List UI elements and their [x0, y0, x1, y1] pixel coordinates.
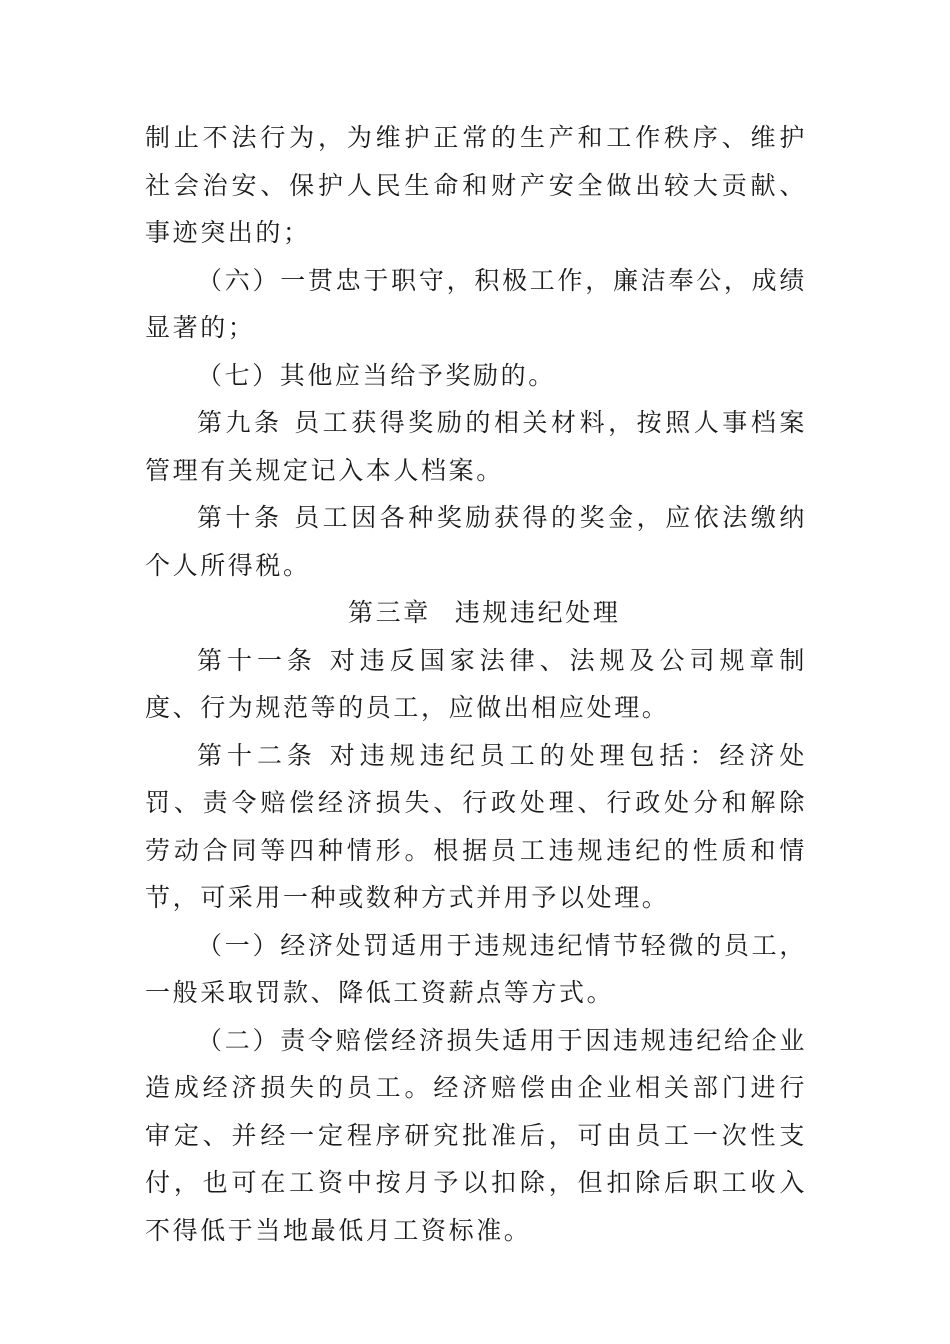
paragraph-article-12: 第十二条 对违规违纪员工的处理包括：经济处罚、责令赔偿经济损失、行政处理、行政处分和解除劳动合同等四种情形。根据员工违规违纪的性质和情节，可采用一种或数种方式并用予以处理。 — [145, 740, 807, 912]
paragraph-article-9: 第九条 员工获得奖励的相关材料，按照人事档案管理有关规定记入本人档案。 — [145, 408, 807, 485]
chapter-number: 第三章 — [348, 598, 431, 627]
paragraph-item-6: （六）一贯忠于职守，积极工作，廉洁奉公，成绩显著的； — [145, 265, 807, 342]
chapter-heading — [145, 589, 807, 637]
paragraph-article-10: 第十条 员工因各种奖励获得的奖金，应依法缴纳个人所得税。 — [145, 503, 807, 580]
document-body — [145, 114, 807, 1254]
paragraph-item-1: （一）经济处罚适用于违规违纪情节轻微的员工，一般采取罚款、降低工资薪点等方式。 — [145, 930, 807, 1007]
paragraph-article-11: 第十一条 对违反国家法律、法规及公司规章制度、行为规范等的员工，应做出相应处理。 — [145, 645, 807, 722]
paragraph-continued: 制止不法行为，为维护正常的生产和工作秩序、维护社会治安、保护人民生命和财产安全做出较大贡献、事迹突出的； — [145, 123, 807, 247]
paragraph-item-7: （七）其他应当给予奖励的。 — [197, 360, 556, 390]
paragraph-item-2: （二）责令赔偿经济损失适用于因违规违纪给企业造成经济损失的员工。经济赔偿由企业相关部门进行审定、并经一定程序研究批准后，可由员工一次性支付，也可在工资中按月予以扣除，但扣除后职工收入不得低于当地最低月工资标准。 — [145, 1025, 807, 1245]
chapter-title: 违规违纪处理 — [454, 598, 621, 627]
